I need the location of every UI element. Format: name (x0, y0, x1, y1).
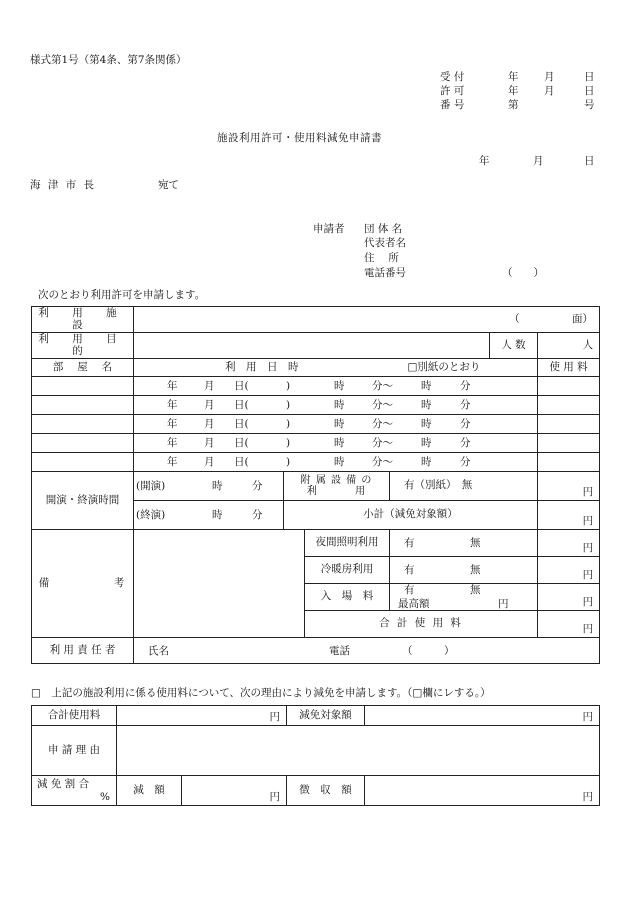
permit-month: 月 (544, 85, 555, 97)
close-time-field[interactable] (134, 501, 284, 530)
room-field[interactable] (32, 377, 134, 396)
date-month: 月 (204, 380, 215, 392)
end-hour: 時 (421, 399, 432, 411)
date-row (32, 453, 600, 472)
name-label: 氏名 (148, 645, 169, 657)
addressee-name: 海 津 市 長 (30, 179, 97, 191)
total-fee[interactable] (538, 611, 600, 638)
yen-unit: 円 (582, 791, 593, 804)
people-field[interactable] (538, 333, 600, 359)
date-day: 日( (234, 456, 249, 468)
no-option: 無 (470, 584, 481, 596)
date-year: 年 (167, 399, 178, 411)
page-title: 施設利用許可・使用料減免申請書 (217, 132, 382, 144)
date-day: 日( (234, 437, 249, 449)
people-label: 人 数 (490, 333, 538, 359)
phone-label: 電話 (329, 645, 350, 657)
open-time-field[interactable] (134, 472, 284, 501)
discount-label: 減 額 (117, 776, 182, 806)
close-minute: 分 (252, 509, 263, 521)
end-hour: 時 (421, 437, 432, 449)
date-row (32, 415, 600, 434)
end-minute: 分 (460, 399, 471, 411)
rate-label: 減 免 割 合 (37, 778, 90, 790)
reduction-target-label: 減免対象額 (287, 706, 365, 726)
date-month: 月 (204, 456, 215, 468)
applicant-org: 団 体 名 (364, 223, 403, 235)
number-label: 番 号 (440, 99, 465, 111)
permit-day: 日 (584, 85, 595, 97)
application-table (31, 306, 600, 664)
room-field[interactable] (32, 453, 134, 472)
yen-unit: 円 (582, 711, 593, 724)
date-year: 年 (479, 155, 490, 167)
permit-year: 年 (508, 85, 519, 97)
subtotal-fee[interactable] (538, 501, 600, 530)
date-close-paren: ) (286, 437, 291, 449)
date-year: 年 (167, 418, 178, 430)
collect-label: 徴 収 額 (287, 776, 365, 806)
night-light-fee[interactable] (538, 530, 600, 557)
date-year: 年 (167, 437, 178, 449)
end-hour: 時 (421, 456, 432, 468)
aircon-choice[interactable] (390, 557, 538, 584)
permit-label: 許 可 (440, 85, 465, 97)
yes-option: 有 (404, 584, 415, 596)
reason-label: 申 請 理 由 (32, 726, 117, 776)
datetime-field[interactable] (134, 377, 538, 396)
datetime-field[interactable] (134, 434, 538, 453)
reception-label: 受 付 (440, 71, 465, 83)
open-hour: 時 (212, 480, 223, 492)
no-option: 無 (470, 537, 481, 549)
max-price-label: 最高額 (398, 598, 430, 610)
purpose-label: 利 用 目 的 (32, 333, 134, 359)
reception-year: 年 (508, 71, 519, 83)
date-day: 日( (234, 418, 249, 430)
total-use-fee-label: 合計使用料 (32, 706, 117, 726)
date-close-paren: ) (286, 418, 291, 430)
admission-label: 入 場 料 (305, 584, 390, 611)
yes-option: 有 (404, 537, 415, 549)
date-row (32, 377, 600, 396)
remarks-field[interactable] (134, 530, 305, 638)
yen-unit: 円 (269, 711, 280, 724)
end-minute: 分 (460, 437, 471, 449)
datetime-field[interactable] (134, 415, 538, 434)
date-close-paren: ) (286, 456, 291, 468)
reception-month: 月 (544, 71, 555, 83)
close-hour: 時 (212, 509, 223, 521)
addressee-suffix: 宛て (158, 179, 179, 191)
date-day: 日 (584, 155, 595, 167)
rate-field[interactable] (32, 776, 117, 806)
purpose-field[interactable] (134, 333, 490, 359)
open-minute: 分 (252, 480, 263, 492)
responsible-field[interactable] (134, 638, 600, 664)
discount-field[interactable] (182, 776, 287, 806)
equipment-label-2: 利 用 (306, 486, 367, 497)
date-row (32, 434, 600, 453)
room-label: 部 屋 名 (32, 359, 134, 377)
equipment-choice[interactable]: 有（別紙） 無 (390, 472, 538, 501)
applicant-phone-paren: （ ） (502, 267, 544, 279)
night-light-choice[interactable] (390, 530, 538, 557)
fee-field[interactable] (538, 453, 600, 472)
number-prefix: 第 (508, 99, 519, 111)
date-month: 月 (204, 418, 215, 430)
remarks-label: 備 考 (32, 530, 134, 638)
yen-unit: 円 (582, 542, 594, 555)
start-minute: 分～ (372, 399, 393, 411)
fee-label: 使 用 料 (538, 359, 600, 377)
datetime-field[interactable] (134, 453, 538, 472)
date-month: 月 (533, 155, 544, 167)
date-day: 日( (234, 399, 249, 411)
date-year: 年 (167, 380, 178, 392)
no-option: 無 (470, 564, 481, 576)
yen-unit: 円 (582, 569, 594, 582)
room-field[interactable] (32, 396, 134, 415)
showtime-label: 開演・終演時間 (32, 472, 134, 530)
room-field[interactable] (32, 415, 134, 434)
yen-unit: 円 (582, 623, 594, 636)
reason-field[interactable] (117, 726, 600, 776)
aircon-fee[interactable] (538, 557, 600, 584)
start-hour: 時 (334, 456, 345, 468)
open-label: (開演) (136, 480, 166, 492)
equipment-label (284, 472, 390, 501)
subtotal-label: 小計（減免対象額） (284, 501, 538, 530)
date-row (32, 396, 600, 415)
datetime-label: 利 用 日 時 (134, 359, 390, 377)
start-hour: 時 (334, 399, 345, 411)
intro-text: 次のとおり利用許可を申請します。 (38, 289, 206, 301)
end-minute: 分 (460, 380, 471, 392)
yen-unit: 円 (582, 596, 594, 609)
number-suffix: 号 (584, 99, 595, 111)
end-hour: 時 (421, 418, 432, 430)
reduction-notice[interactable]: □ 上記の施設利用に係る使用料について、次の理由により減免を申請します。（□欄にレする。） (31, 687, 491, 699)
admission-fee[interactable] (538, 584, 600, 611)
facility-label: 利 用 施 設 (32, 307, 134, 333)
date-close-paren: ) (286, 399, 291, 411)
fee-field[interactable] (538, 377, 600, 396)
date-close-paren: ) (286, 380, 291, 392)
start-hour: 時 (334, 380, 345, 392)
datetime-field[interactable] (134, 396, 538, 415)
equipment-fee[interactable] (538, 472, 600, 501)
applicant-address: 住 所 (364, 252, 399, 264)
people-unit: 人 (582, 338, 594, 351)
total-use-fee-field[interactable] (117, 706, 287, 726)
applicant-label: 申請者 (313, 223, 345, 235)
applicant-phone: 電話番号 (364, 267, 406, 279)
fee-field[interactable] (538, 396, 600, 415)
equipment-label-1: 附 属 設 備 の (300, 475, 373, 486)
collect-field[interactable] (365, 776, 600, 806)
night-light-label: 夜間照明利用 (305, 530, 390, 557)
applicant-rep: 代表者名 (364, 237, 406, 249)
start-minute: 分～ (372, 437, 393, 449)
room-field[interactable] (32, 434, 134, 453)
date-month: 月 (204, 399, 215, 411)
start-hour: 時 (334, 418, 345, 430)
total-fee-label: 合 計 使 用 料 (305, 611, 538, 638)
phone-paren: （ ） (402, 645, 455, 657)
date-day: 日( (234, 380, 249, 392)
end-minute: 分 (460, 456, 471, 468)
yen-unit: 円 (582, 515, 594, 528)
start-minute: 分～ (372, 456, 393, 468)
end-hour: 時 (421, 380, 432, 392)
end-minute: 分 (460, 418, 471, 430)
max-price-yen: 円 (498, 598, 509, 610)
start-hour: 時 (334, 437, 345, 449)
yen-unit: 円 (269, 791, 280, 804)
start-minute: 分～ (372, 380, 393, 392)
facility-unit: （ 面） (509, 312, 594, 325)
separate-sheet-checkbox[interactable]: □別紙のとおり (390, 359, 538, 377)
reduction-table (31, 705, 600, 806)
yes-option: 有 (404, 564, 415, 576)
responsible-label: 利 用 責 任 者 (32, 638, 134, 664)
close-label: (終演) (136, 509, 166, 521)
form-number: 様式第1号（第4条、第7条関係） (30, 54, 187, 66)
reduction-target-field[interactable] (365, 706, 600, 726)
percent-unit: % (100, 791, 110, 803)
start-minute: 分～ (372, 418, 393, 430)
date-month: 月 (204, 437, 215, 449)
fee-field[interactable] (538, 434, 600, 453)
reception-day: 日 (584, 71, 595, 83)
fee-field[interactable] (538, 415, 600, 434)
yen-unit: 円 (582, 486, 594, 499)
date-year: 年 (167, 456, 178, 468)
aircon-label: 冷暖房利用 (305, 557, 390, 584)
facility-field[interactable] (134, 307, 600, 333)
admission-choice[interactable] (390, 584, 538, 611)
